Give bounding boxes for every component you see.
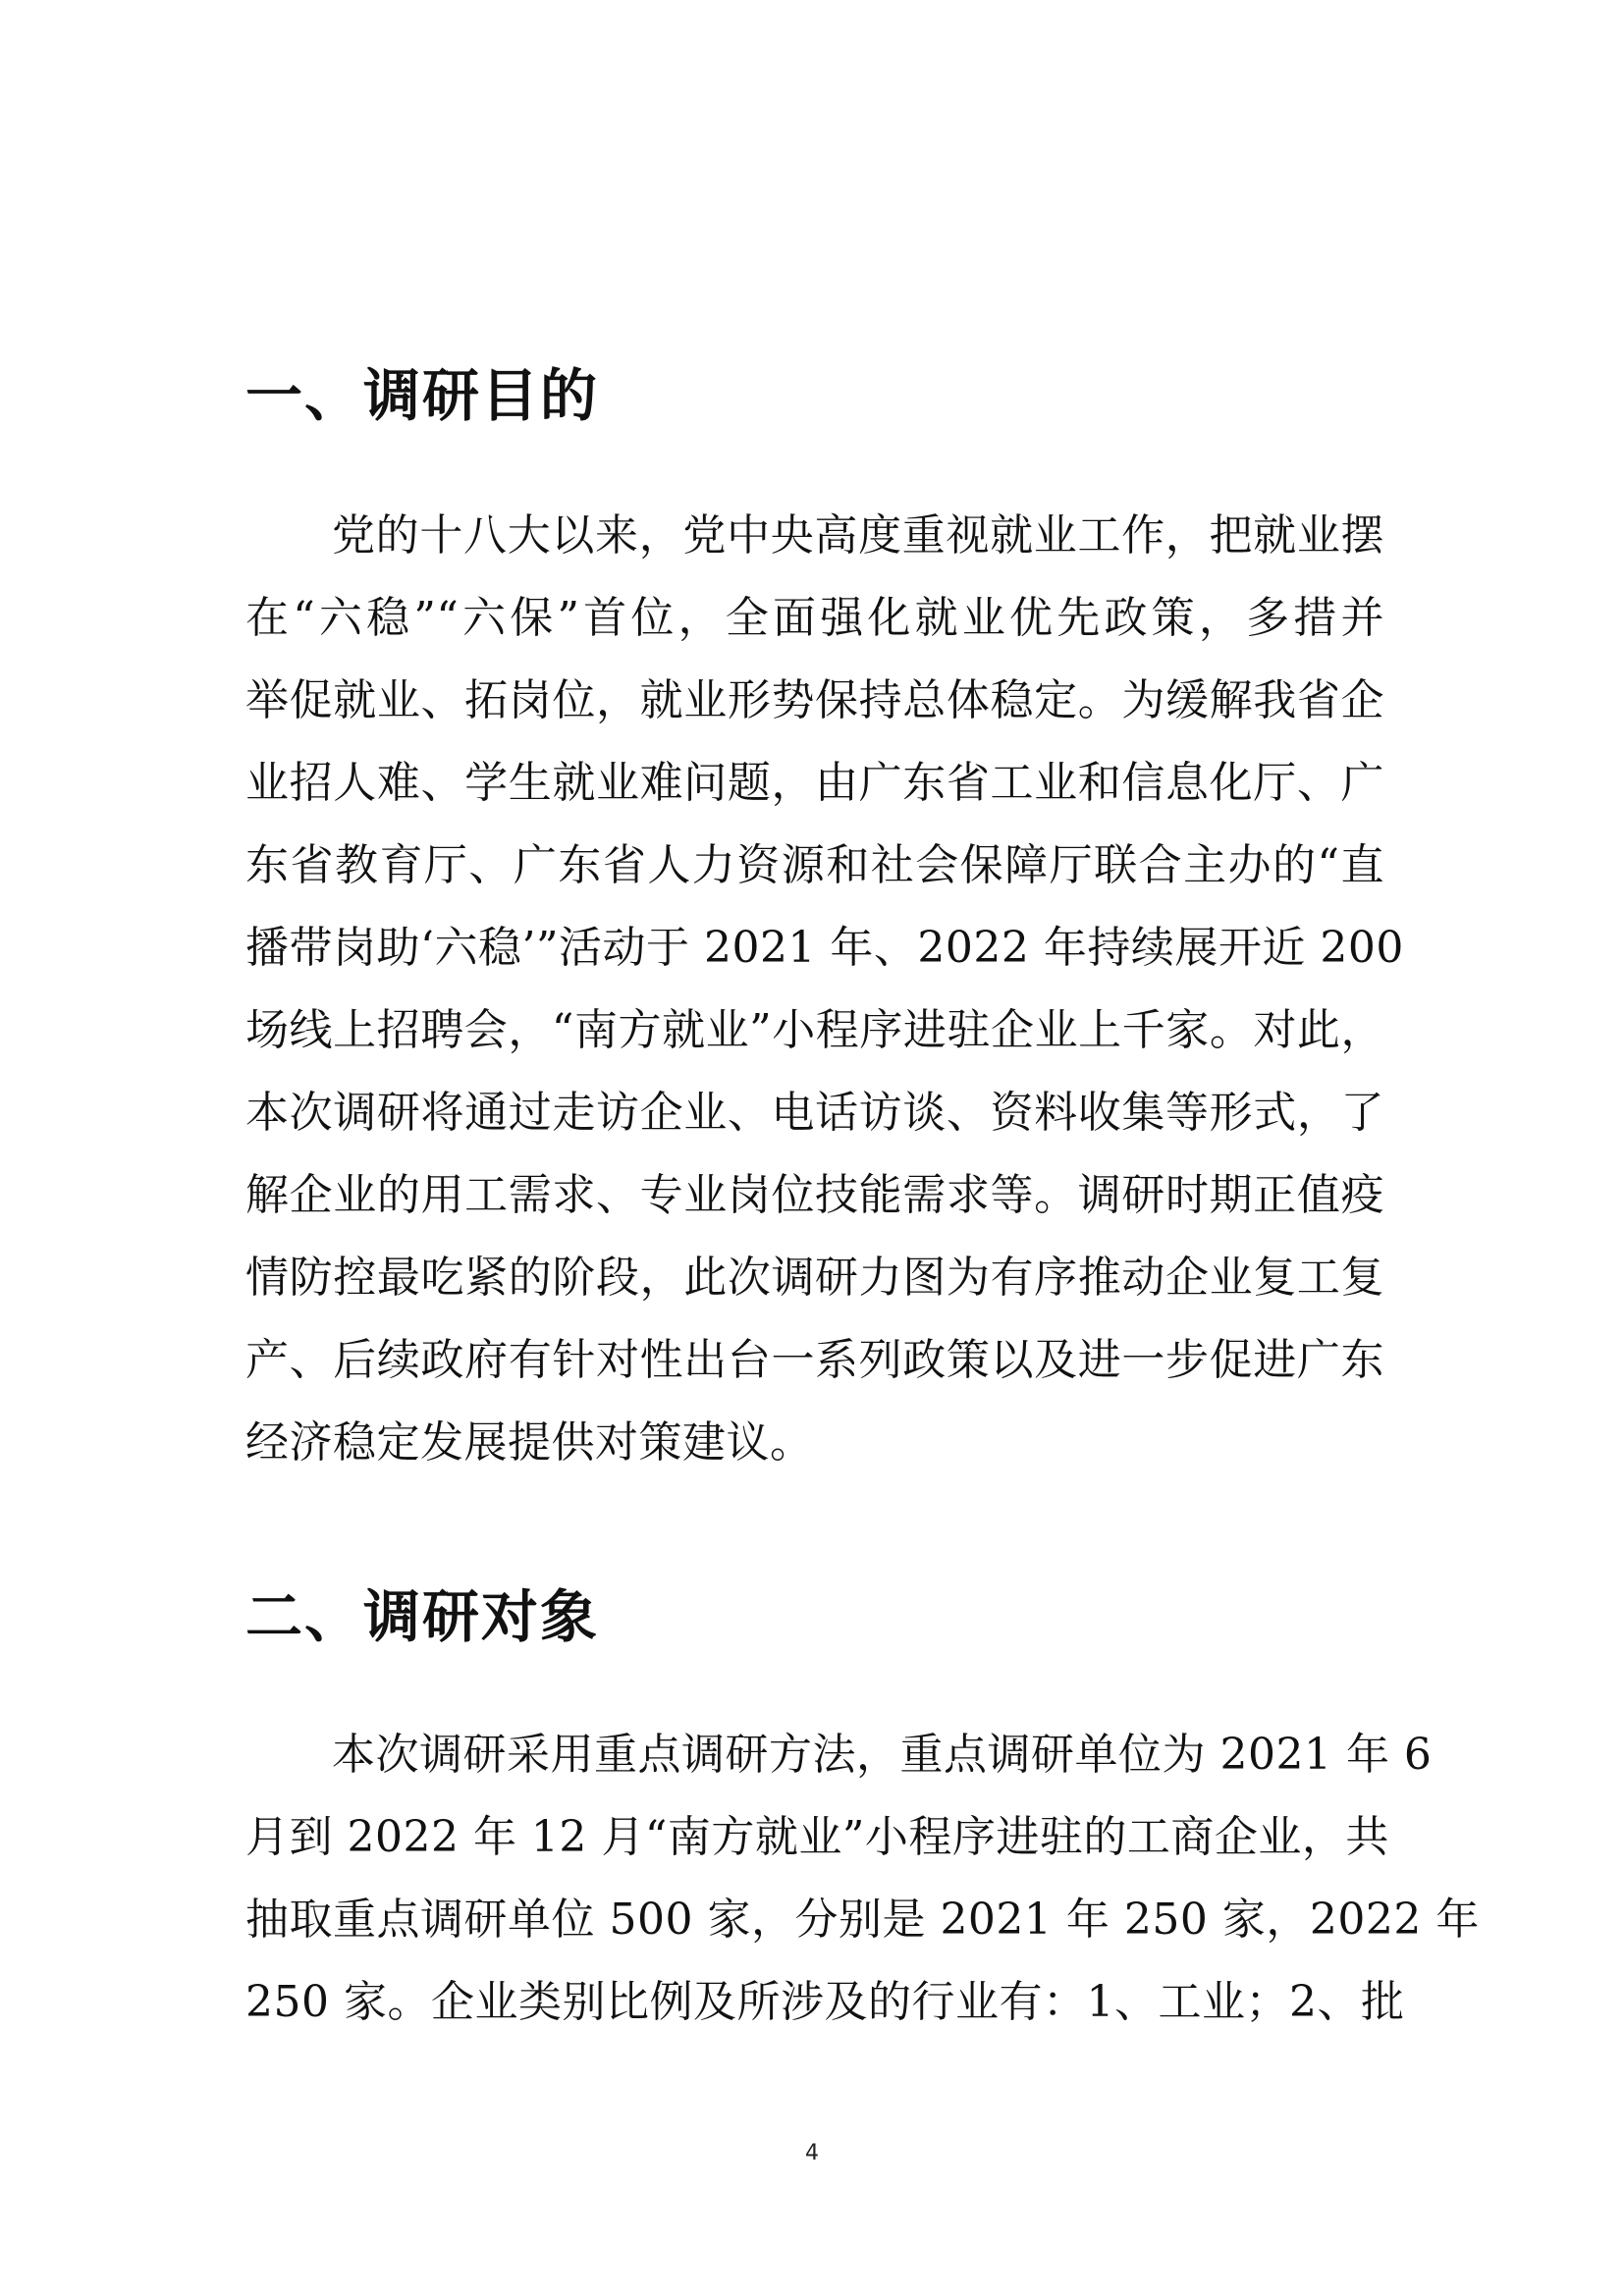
paragraph-subjects — [245, 1714, 1480, 2044]
text-line: 在“六稳”“六保”首位，全面强化就业优先政策，多措并 — [245, 593, 1384, 643]
text-line: 党的十八大以来，党中央高度重视就业工作，把就业摆 — [332, 510, 1384, 561]
text-line: 本次调研采用重点调研方法，重点调研单位为 2021 年 6 — [332, 1730, 1433, 1780]
text-line: 本次调研将通过走访企业、电话访谈、资料收集等形式，了 — [245, 1088, 1384, 1138]
text-line: 解企业的用工需求、专业岗位技能需求等。调研时期正值疫 — [245, 1170, 1384, 1220]
text-line: 月到 2022 年 12 月“南方就业”小程序进驻的工商企业，共 — [245, 1812, 1389, 1862]
page-number: 4 — [805, 2141, 819, 2165]
text-line: 情防控最吃紧的阶段，此次调研力图为有序推动企业复工复 — [245, 1253, 1384, 1303]
text-line: 业招人难、学生就业难问题，由广东省工业和信息化厅、广 — [245, 758, 1384, 808]
text-line: 东省教育厅、广东省人力资源和社会保障厅联合主办的“直 — [245, 840, 1384, 890]
text-line: 经济稳定发展提供对策建议。 — [245, 1417, 814, 1468]
text-line: 举促就业、拓岗位，就业形势保持总体稳定。为缓解我省企 — [245, 675, 1384, 725]
text-line: 抽取重点调研单位 500 家，分别是 2021 年 250 家，2022 年 — [245, 1895, 1480, 1945]
section-heading-subjects: 二、调研对象 — [245, 1583, 600, 1650]
section-heading-purpose: 一、调研目的 — [245, 362, 600, 429]
text-line: 播带岗助‘六稳’”活动于 2021 年、2022 年持续展开近 200 — [245, 923, 1404, 973]
text-line: 产、后续政府有针对性出台一系列政策以及进一步促进广东 — [245, 1335, 1384, 1385]
text-line: 250 家。企业类别比例及所涉及的行业有：1、工业；2、批 — [245, 1977, 1405, 2027]
paragraph-purpose — [245, 495, 1404, 1484]
text-line: 场线上招聘会，“南方就业”小程序进驻企业上千家。对此， — [245, 1005, 1384, 1055]
